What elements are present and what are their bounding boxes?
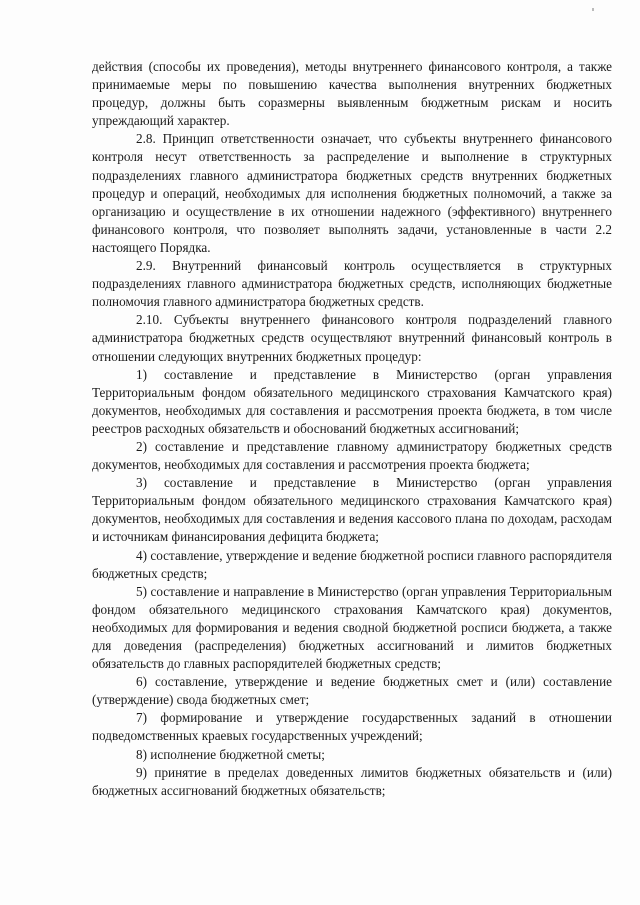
paragraph-2-8: 2.8. Принцип ответственности означает, что субъекты внутреннего финансового контроля несут ответственность за распределение и выполнение в структурных подразделениях главного администратора бюджетных средств внутренних бюджетных процедур и операций, необходимых для исполнения бюджетных полномочий, а также за организацию и осуществление в их отношении надежного (эффективного) внутреннего финансового контроля, что позволяет выполнять задачи, установленные в части 2.2 настоящего Порядка. (92, 131, 612, 255)
list-item-1: 1) составление и представление в Министерство (орган управления Территориальным фондом обязательного медицинского страхования Камчатского края) документов, необходимых для составления и рассмотрения проекта бюджета, в том числе реестров расходных обязательств и обоснований бюджетных ассигнований; (92, 366, 612, 436)
list-item-4: 4) составление, утверждение и ведение бюджетной росписи главного распорядителя бюджетных средств; (92, 547, 612, 581)
list-item-5: 5) составление и направление в Министерство (орган управления Территориальным фондом обязательного медицинского страхования Камчатского края) документов, необходимых для формирования и ведения сводной бюджетной росписи бюджета, а также для доведения (распределения) бюджетных ассигнований и лимитов бюджетных обязательств до главных распорядителей бюджетных средств; (92, 583, 612, 672)
list-item-6: 6) составление, утверждение и ведение бюджетных смет и (или) составление (утверждение) свода бюджетных смет; (92, 674, 612, 708)
paragraph-continuation: действия (способы их проведения), методы внутреннего финансового контроля, а также принимаемые меры по повышению качества выполнения внутренних бюджетных процедур, должны быть соразмерны выявленным бюджетным рискам и носить упреждающий характер. (92, 59, 612, 129)
paragraph-2-10: 2.10. Субъекты внутреннего финансового контроля подразделений главного администратора бюджетных средств осуществляют внутренний финансовый контроль в отношении следующих внутренних бюджетных процедур: (92, 312, 612, 364)
list-item-9: 9) принятие в пределах доведенных лимитов бюджетных обязательств и (или) бюджетных ассигнований бюджетных обязательств; (92, 764, 612, 798)
list-item-7: 7) формирование и утверждение государственных заданий в отношении подведомственных краевых государственных учреждений; (92, 710, 612, 744)
scan-mark (592, 8, 594, 11)
list-item-3: 3) составление и представление в Министерство (орган управления Территориальным фондом обязательного медицинского страхования Камчатского края) документов, необходимых для составления и ведения кассового плана по доходам, расходам и источникам финансирования дефицита бюджета; (92, 475, 612, 545)
list-item-2: 2) составление и представление главному администратору бюджетных средств документов, необходимых для составления и рассмотрения проекта бюджета; (92, 438, 612, 473)
paragraph-2-9: 2.9. Внутренний финансовый контроль осуществляется в структурных подразделениях главного администратора бюджетных средств, исполняющих бюджетные полномочия главного администратора бюджетных средств. (92, 258, 612, 310)
document-body (92, 58, 612, 800)
list-item-8: 8) исполнение бюджетной сметы; (136, 746, 325, 762)
